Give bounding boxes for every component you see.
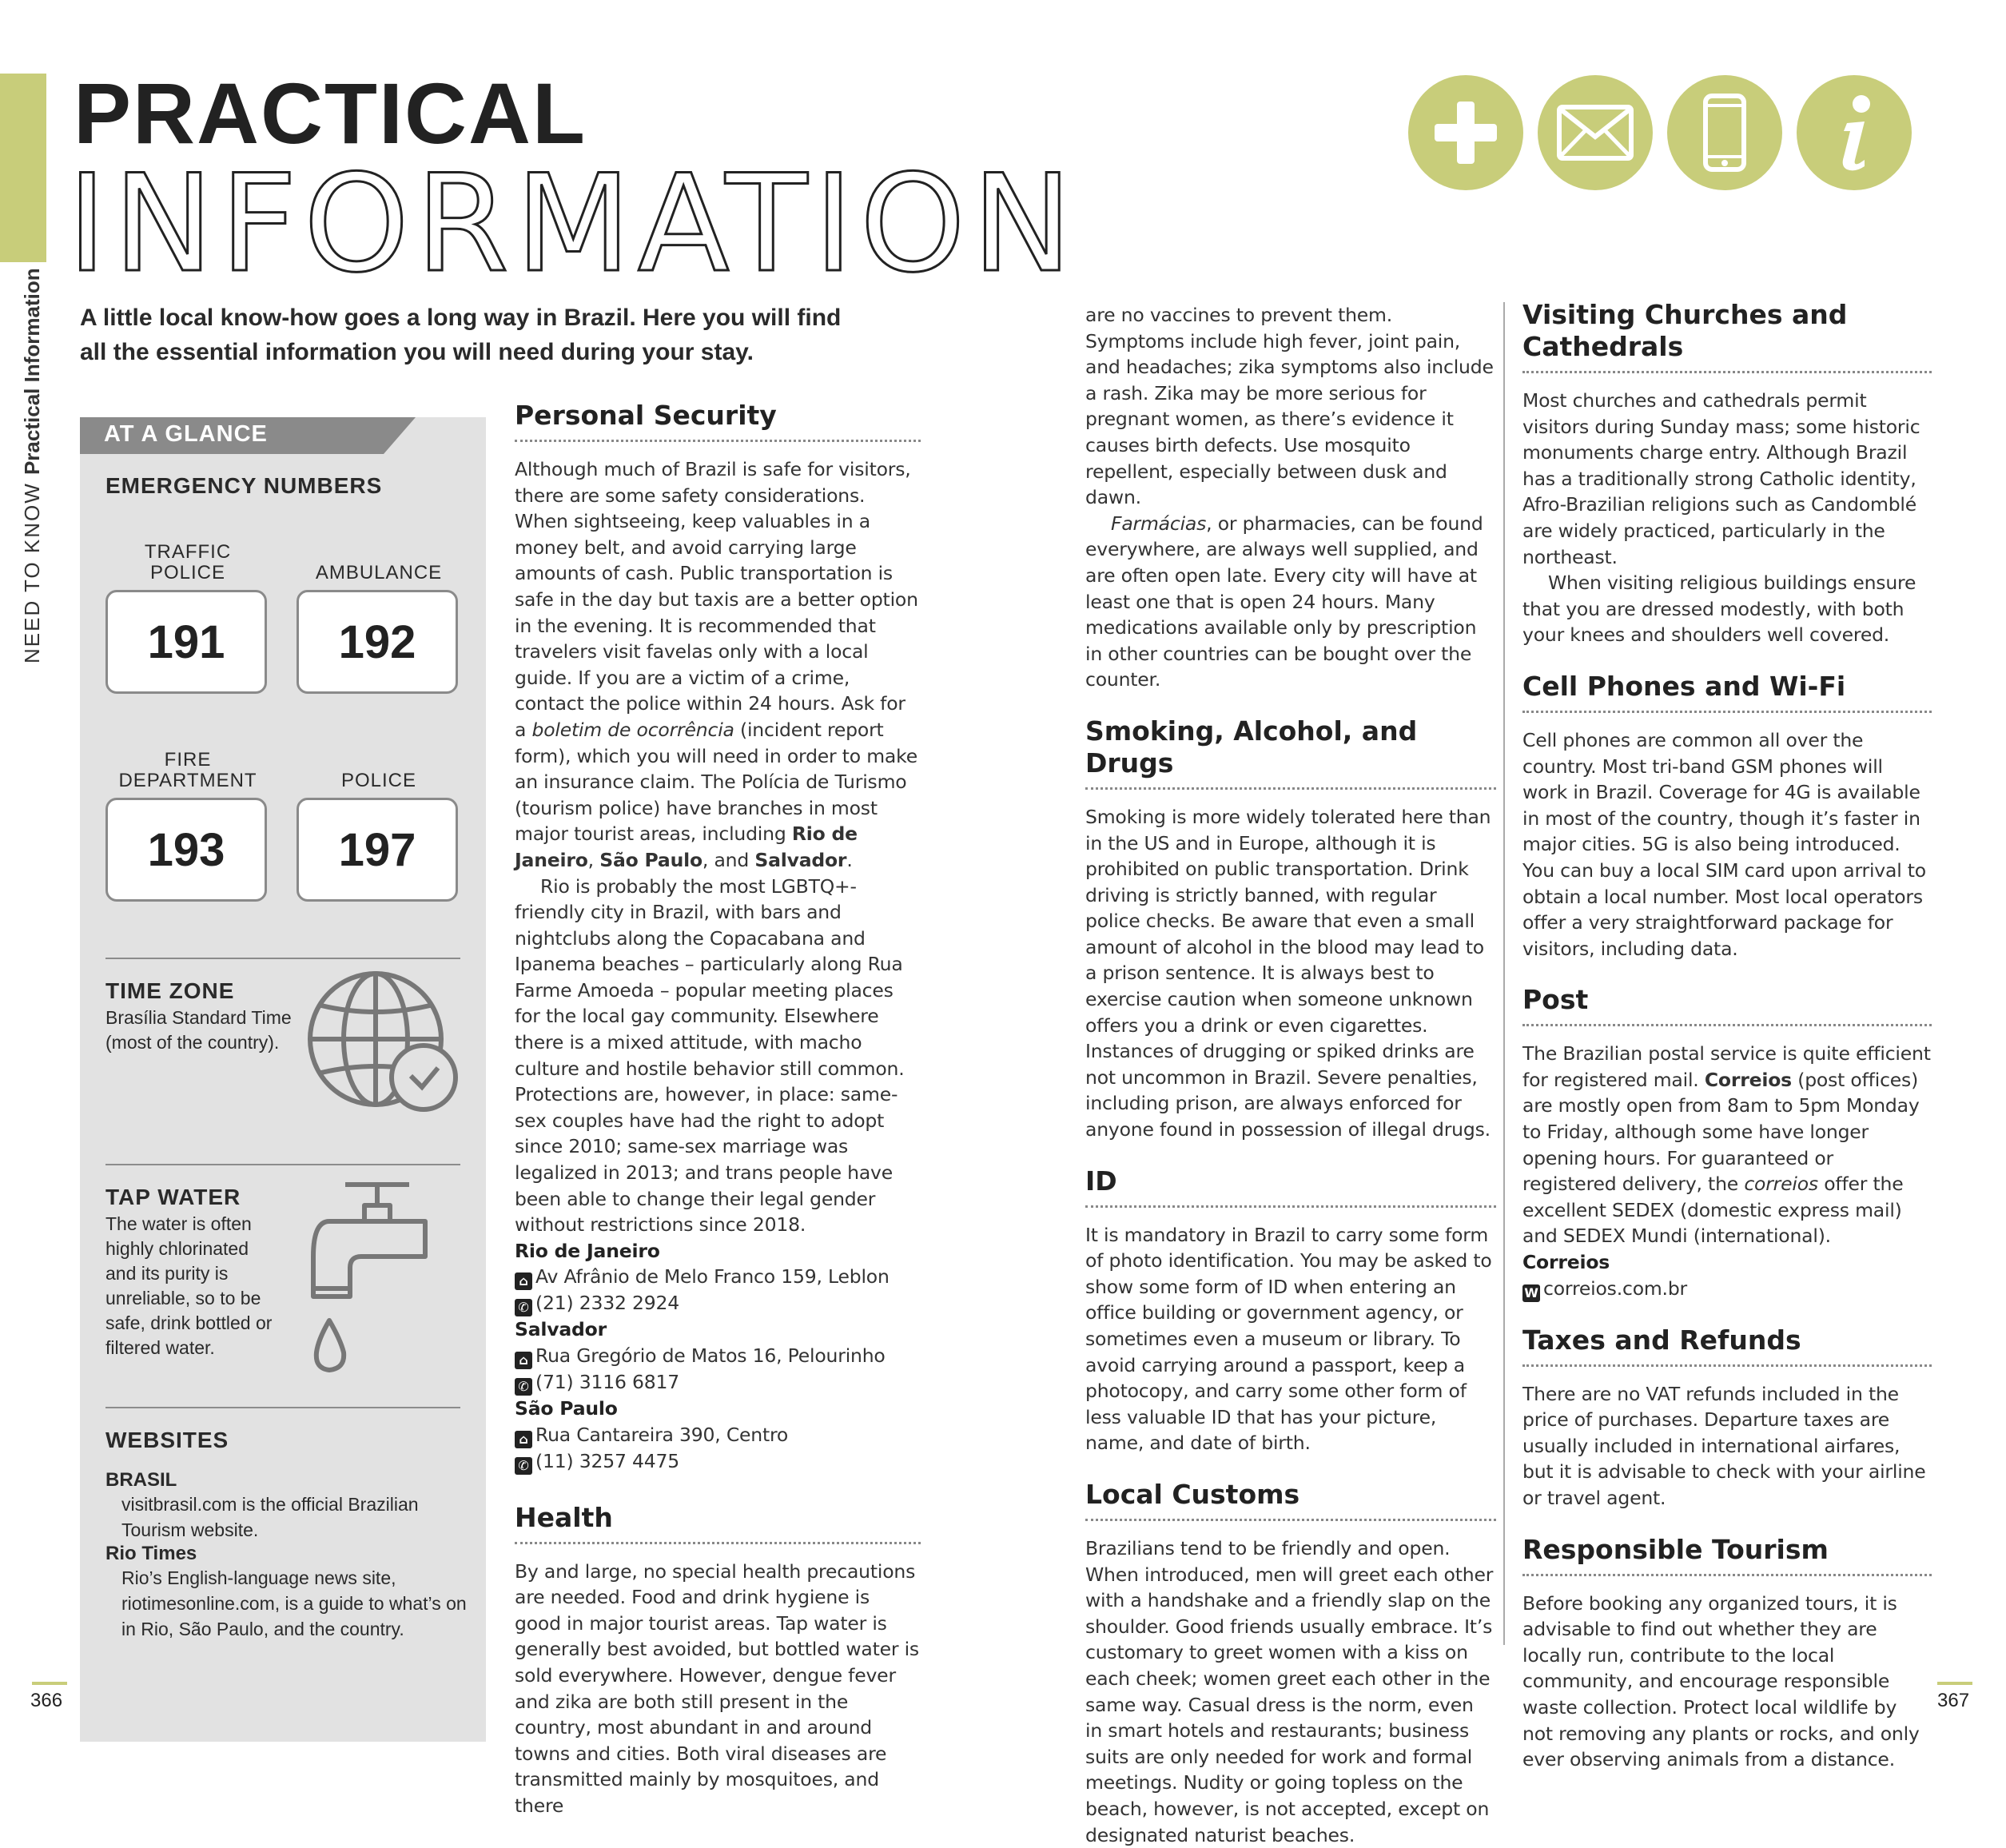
phone-text: (21) 2332 2924 <box>535 1292 679 1315</box>
websites-list <box>105 1469 473 1642</box>
header-icons <box>1408 75 1912 190</box>
globe-clock-icon <box>304 970 464 1114</box>
divider <box>105 1164 460 1165</box>
police-number: 197 <box>297 798 458 902</box>
side-label-section: Practical Information <box>20 268 44 476</box>
website-desc: visitbrasil.com is the official Brazilian Tourism website. <box>121 1494 419 1540</box>
local-customs-heading: Local Customs <box>1085 1479 1496 1521</box>
text-span: (post offices) are mostly open from 8am to 5pm Monday to Friday, although some have longer opening hours. For guaranteed or registered delivery, the <box>1522 1068 1920 1196</box>
divider <box>105 1407 460 1408</box>
police-offices <box>515 1238 921 1475</box>
envelope-icon <box>1538 75 1653 190</box>
address-text: Rua Gregório de Matos 16, Pelourinho <box>535 1344 886 1367</box>
smoking-heading: Smoking, Alcohol, and Drugs <box>1085 715 1496 790</box>
post-p1 <box>1522 1041 1932 1249</box>
responsible-tourism-p1: Before booking any organized tours, it is advisable to find out whether they are locally run, contribute to the local community, and encourage responsible waste collection. Protect local wildlife by not removing any plants or rocks, and only ever observing animals from a distance. <box>1522 1591 1920 1771</box>
section-side-label <box>20 268 45 663</box>
italic-term: Farmácias <box>1111 512 1207 535</box>
phone-text: (11) 3257 4475 <box>535 1449 679 1472</box>
office-city: São Paulo <box>515 1397 618 1420</box>
time-zone-text: Brasília Standard Time (most of the country). <box>105 1007 292 1053</box>
info-icon <box>1797 75 1912 190</box>
text-span: , or pharmacies, can be found everywhere, are always well supplied, and are often open late. Every city will have at least one that is open 24 hours. Many medications available only by prescription in other countries can be bought over the counter. <box>1085 512 1483 691</box>
health-p1-continued: are no vaccines to prevent them. Symptoms include high fever, joint pain, and headaches; zika symptoms also include a rash. Zika may be more serious for pregnant women, as there’s evidence it causes birth defects. Use mosquito repellent, especially between dusk and dawn. <box>1085 304 1494 509</box>
address-text: Rua Cantareira 390, Centro <box>535 1423 789 1446</box>
page-number-accent <box>1937 1682 1972 1685</box>
churches-p1: Most churches and cathedrals permit visitors during Sunday mass; some historic monuments charge entry. Although Brazil has a traditionally strong Catholic identity, Afro-Brazilian religions such as Candomblé are widely practiced, particularly in the northeast. <box>1522 389 1920 568</box>
post-org: Correios <box>1522 1251 1610 1274</box>
taxes-heading: Taxes and Refunds <box>1522 1324 1932 1367</box>
health-p1: By and large, no special health precautions are needed. Food and drink hygiene is good in major tourist areas. Tap water is generally best avoided, but bottled water is sold everywhere. However, dengue fever and zika are both still present in the country, most abundant in and around towns and cities. Both viral diseases are transmitted mainly by mosquitoes, and there <box>515 1559 919 1817</box>
page-title-line1: PRACTICAL <box>74 65 587 161</box>
office-city: Rio de Janeiro <box>515 1239 660 1262</box>
column-4 <box>1522 299 1932 1773</box>
italic-term: boletim de ocorrência <box>531 718 734 741</box>
taxes-p1: There are no VAT refunds included in the price of purchases. Departure taxes are usually included in international airfares, but it is advisable to check with your airline or travel agent. <box>1522 1382 1926 1509</box>
website-name: BRASIL <box>105 1469 177 1491</box>
column-divider <box>1503 302 1505 1645</box>
column-3 <box>1085 302 1496 1848</box>
phone-icon: ✆ <box>515 1457 532 1475</box>
intro-text: A little local know-how goes a long way in Brazil. Here you will find all the essential information you will need during your stay. <box>80 305 842 365</box>
phone-icon: ✆ <box>515 1299 532 1316</box>
divider <box>105 958 460 959</box>
personal-security-p2: Rio is probably the most LGBTQ+-friendly city in Brazil, with bars and nightclubs along the Copacabana and Ipanema beaches – particularly along Rua Farme Amoeda – popular meeting places for the local gay community. Elsewhere there is a mixed attitude, with macho culture and hostile behavior still common. Protections are, however, in place: same-sex couples have had the right to adopt since 2010; same-sex marriage was legalized in 2013; and trans people have been able to change their legal gender without restrictions since 2018. <box>515 874 905 1237</box>
address-text: Av Afrânio de Melo Franco 159, Leblon <box>535 1265 890 1288</box>
fire-department-label: FIRE DEPARTMENT <box>118 749 257 791</box>
churches-p2: When visiting religious buildings ensure that you are dressed modestly, with both your knees and shoulders well covered. <box>1522 572 1916 647</box>
text-span: The Brazilian postal service is quite efficient for registered mail. <box>1522 1042 1931 1091</box>
tap-water-text: The water is often highly chlorinated and its purity is unreliable, so to be safe, drink bottled or filtered water. <box>105 1213 273 1358</box>
page-title-line2 <box>67 145 1079 302</box>
text-span: offer the excellent SEDEX (domestic express mail) and SEDEX Mundi (international). <box>1522 1173 1904 1248</box>
page-number-right: 367 <box>1937 1690 1970 1711</box>
city-salvador: Salvador <box>754 848 847 871</box>
personal-security-heading: Personal Security <box>515 400 921 442</box>
phone-icon <box>1667 75 1782 190</box>
web-icon: W <box>1522 1284 1540 1302</box>
office-address <box>515 1422 921 1448</box>
responsible-tourism-heading: Responsible Tourism <box>1522 1534 1932 1576</box>
websites-heading: WEBSITES <box>105 1428 229 1452</box>
ambulance-number: 192 <box>297 590 458 694</box>
fire-department-number: 193 <box>105 798 267 902</box>
text-span: , and <box>702 848 755 871</box>
home-icon: ⌂ <box>515 1431 532 1448</box>
local-customs-p1: Brazilians tend to be friendly and open. When introduced, men will greet each other with a handshake and a friendly slap on the shoulder. Good friends usually embrace. It’s customary to greet women with a kiss on each cheek; women greet each other in the same way. Casual dress is the norm, even in smart hotels and restaurants; business suits are only needed for work and formal meetings. Nudity or going topless on the beach, however, is not accepted, except on designated naturist beaches. <box>1085 1536 1494 1846</box>
office-address <box>515 1343 921 1369</box>
emergency-numbers-heading: EMERGENCY NUMBERS <box>105 473 383 498</box>
phone-icon: ✆ <box>515 1378 532 1396</box>
at-a-glance-tab-label: AT A GLANCE <box>104 421 268 447</box>
traffic-police-label: TRAFFIC POLICE <box>144 541 232 583</box>
column-2 <box>515 400 921 1819</box>
website-link[interactable]: correios.com.br <box>1543 1276 1688 1300</box>
bold-term: Correios <box>1704 1068 1792 1091</box>
side-label-prefix: NEED TO KNOW <box>20 482 44 663</box>
accent-bar <box>0 74 46 262</box>
health-heading: Health <box>515 1502 921 1544</box>
page-title-line2-text: INFORMATION <box>67 145 1079 302</box>
city-sao-paulo: São Paulo <box>599 848 702 871</box>
smoking-p1: Smoking is more widely tolerated here than in the US and in Europe, although it is prohibited on public transportation. Drink driving is strictly banned, with regular police checks. Be aware that even a small amount of alcohol in the blood may lead to a prison sentence. It is always best to exercise caution when someone unknown offers you a drink or even cigarettes. Instances of drugging or spiked drinks are not uncommon in Brazil. Severe penalties, including prison, are always enforced for anyone found in possession of illegal drugs. <box>1085 805 1491 1141</box>
text-span: , <box>587 848 600 871</box>
website-name: Rio Times <box>105 1543 197 1564</box>
home-icon: ⌂ <box>515 1352 532 1369</box>
office-address <box>515 1264 921 1290</box>
post-website <box>1522 1276 1932 1302</box>
traffic-police-number: 191 <box>105 590 267 694</box>
personal-security-p1 <box>515 456 921 874</box>
page-number-accent <box>32 1682 67 1685</box>
page-number-left: 366 <box>30 1690 63 1711</box>
office-city: Salvador <box>515 1318 607 1341</box>
ambulance-label: AMBULANCE <box>315 562 443 583</box>
italic-term: correios <box>1744 1173 1818 1196</box>
office-phone <box>515 1369 921 1396</box>
tap-water-heading: TAP WATER <box>105 1185 241 1209</box>
text-span: . <box>846 848 853 871</box>
tap-icon <box>305 1177 433 1376</box>
text-span: Although much of Brazil is safe for visitors, there are some safety considerations. When sightseeing, keep valuables in a money belt, and avoid carrying large amounts of cash. Public transportation is safe in the day but taxis are a better option in the evening. It is recommended that travelers visit favelas only with a local guide. If you are a victim of a crime, contact the police within 24 hours. Ask for a <box>515 458 918 741</box>
office-phone <box>515 1290 921 1316</box>
plus-icon <box>1408 75 1523 190</box>
post-heading: Post <box>1522 984 1932 1026</box>
office-phone <box>515 1448 921 1475</box>
cell-phones-p1: Cell phones are common all over the country. Most tri-band GSM phones will work in Brazil. Coverage for 4G is available in most of the country, though it’s faster in major cities. 5G is also being introduced. You can buy a local SIM card upon arrival to obtain a local number. Most local operators offer a very straightforward package for visitors, including data. <box>1522 728 1926 960</box>
health-p2 <box>1085 511 1496 693</box>
churches-heading: Visiting Churches and Cathedrals <box>1522 299 1932 373</box>
cell-phones-heading: Cell Phones and Wi-Fi <box>1522 671 1932 713</box>
city-rio: Rio de Janeiro <box>515 822 858 871</box>
id-heading: ID <box>1085 1165 1496 1208</box>
home-icon: ⌂ <box>515 1272 532 1290</box>
phone-text: (71) 3116 6817 <box>535 1371 679 1393</box>
text-span: (incident report form), which you will need in order to make an insurance claim. The Polícia de Turismo (tourism police) have branches in most major tourist areas, including <box>515 718 917 846</box>
id-p1: It is mandatory in Brazil to carry some form of photo identification. You may be asked to show some form of ID when entering an office building or government agency, or sometimes even a museum or library. To avoid carrying around a passport, keep a photocopy, and carry some other form of less valuable ID that has your picture, name, and date of birth. <box>1085 1223 1492 1455</box>
website-desc: Rio’s English-language news site, riotimesonline.com, is a guide to what’s on in Rio, São Paulo, and the country. <box>121 1567 467 1639</box>
time-zone-heading: TIME ZONE <box>105 978 235 1003</box>
police-label: POLICE <box>340 770 417 791</box>
